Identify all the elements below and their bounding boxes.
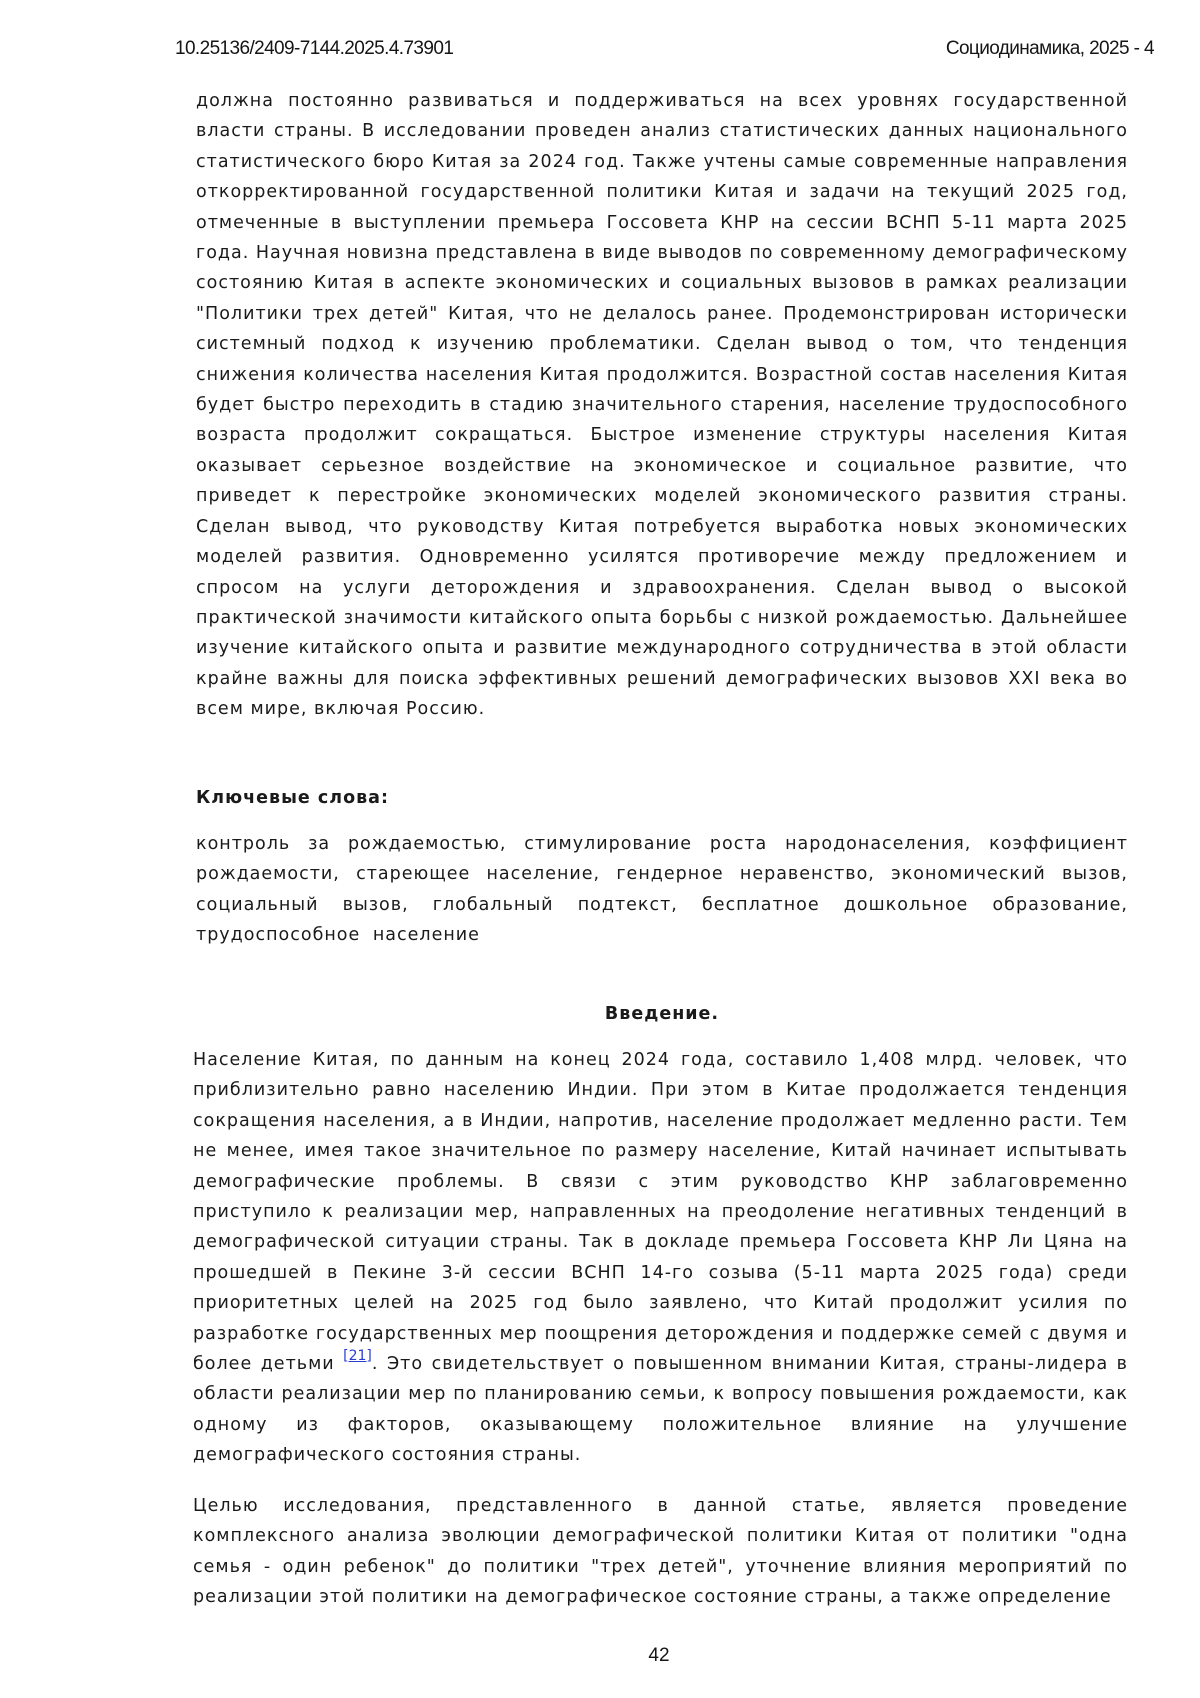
keywords-heading: Ключевые слова: bbox=[196, 783, 1128, 813]
page-body bbox=[196, 86, 1128, 1029]
keywords-list: контроль за рождаемостью, стимулирование роста народонаселения, коэффициент рождаемости, стареющее население, гендерное неравенство, экономический вызов, социальный вызов, глобальный подтекст, бесплатное дошкольное образование, трудоспособное население bbox=[196, 829, 1128, 951]
page-number: 42 bbox=[0, 1645, 1200, 1667]
header-journal: Социодинамика, 2025 - 4 bbox=[946, 38, 1154, 60]
reference-link-21[interactable]: [21] bbox=[343, 1348, 372, 1364]
intro-p1-text-after: . Это свидетельствует о повышенном внимании Китая, страны-лидера в области реализации мер по планированию семьи, к вопросу повышения рождаемости, как одному из факторов, оказывающему положительное влияние на улучшение демографического состояния страны. bbox=[193, 1354, 1128, 1465]
abstract-paragraph: должна постоянно развиваться и поддерживаться на всех уровнях государственной власти страны. В исследовании проведен анализ статистических данных национального статистического бюро Китая за 2024 год. Также учтены самые современные направления откорректированной государственной политики Китая и задачи на текущий 2025 год, отмеченные в выступлении премьера Госсовета КНР на сессии ВСНП 5-11 марта 2025 года. Научная новизна представлена в виде выводов по современному демографическому состоянию Китая в аспекте экономических и социальных вызовов в рамках реализации "Политики трех детей" Китая, что не делалось ранее. Продемонстрирован исторически системный подход к изучению проблематики. Сделан вывод о том, что тенденция снижения количества населения Китая продолжится. Возрастной состав населения Китая будет быстро переходить в стадию значительного старения, население трудоспособного возраста продолжит сокращаться. Быстрое изменение структуры населения Китая оказывает серьезное воздействие на экономическое и социальное развитие, что приведет к перестройке экономических моделей экономического развития страны. Сделан вывод, что руководству Китая потребуется выработка новых экономических моделей развития. Одновременно усилятся противоречие между предложением и спросом на услуги деторождения и здравоохранения. Сделан вывод о высокой практической значимости китайского опыта борьбы с низкой рождаемостью. Дальнейшее изучение китайского опыта и развитие международного сотрудничества в этой области крайне важны для поиска эффективных решений демографических вызовов XXI века во всем мире, включая Россию. bbox=[196, 86, 1128, 725]
introduction-paragraph-1 bbox=[193, 1045, 1128, 1471]
introduction-body bbox=[193, 1045, 1128, 1612]
intro-p1-text-before: Население Китая, по данным на конец 2024 года, составило 1,408 млрд. человек, что приблизительно равно населению Индии. При этом в Китае продолжается тенденция сокращения населения, а в Индии, напротив, население продолжает медленно расти. Тем не менее, имея такое значительное по размеру население, Китай начинает испытывать демографические проблемы. В связи с этим руководство КНР заблаговременно приступило к реализации мер, направленных на преодоление негативных тенденций в демографической ситуации страны. Так в докладе премьера Госсовета КНР Ли Цяна на прошедшей в Пекине 3-й сессии ВСНП 14-го созыва (5-11 марта 2025 года) среди приоритетных целей на 2025 год было заявлено, что Китай продолжит усилия по разработке государственных мер поощрения деторождения и поддержке семей с двумя и более детьми bbox=[193, 1050, 1128, 1374]
header-doi: 10.25136/2409-7144.2025.4.73901 bbox=[175, 38, 453, 60]
introduction-heading: Введение. bbox=[196, 999, 1128, 1029]
introduction-paragraph-2: Целью исследования, представленного в данной статье, является проведение комплексного анализа эволюции демографической политики Китая от политики "одна семья - один ребенок" до политики "трех детей", уточнение влияния мероприятий по реализации этой политики на демографическое состояние страны, а также определение bbox=[193, 1491, 1128, 1613]
